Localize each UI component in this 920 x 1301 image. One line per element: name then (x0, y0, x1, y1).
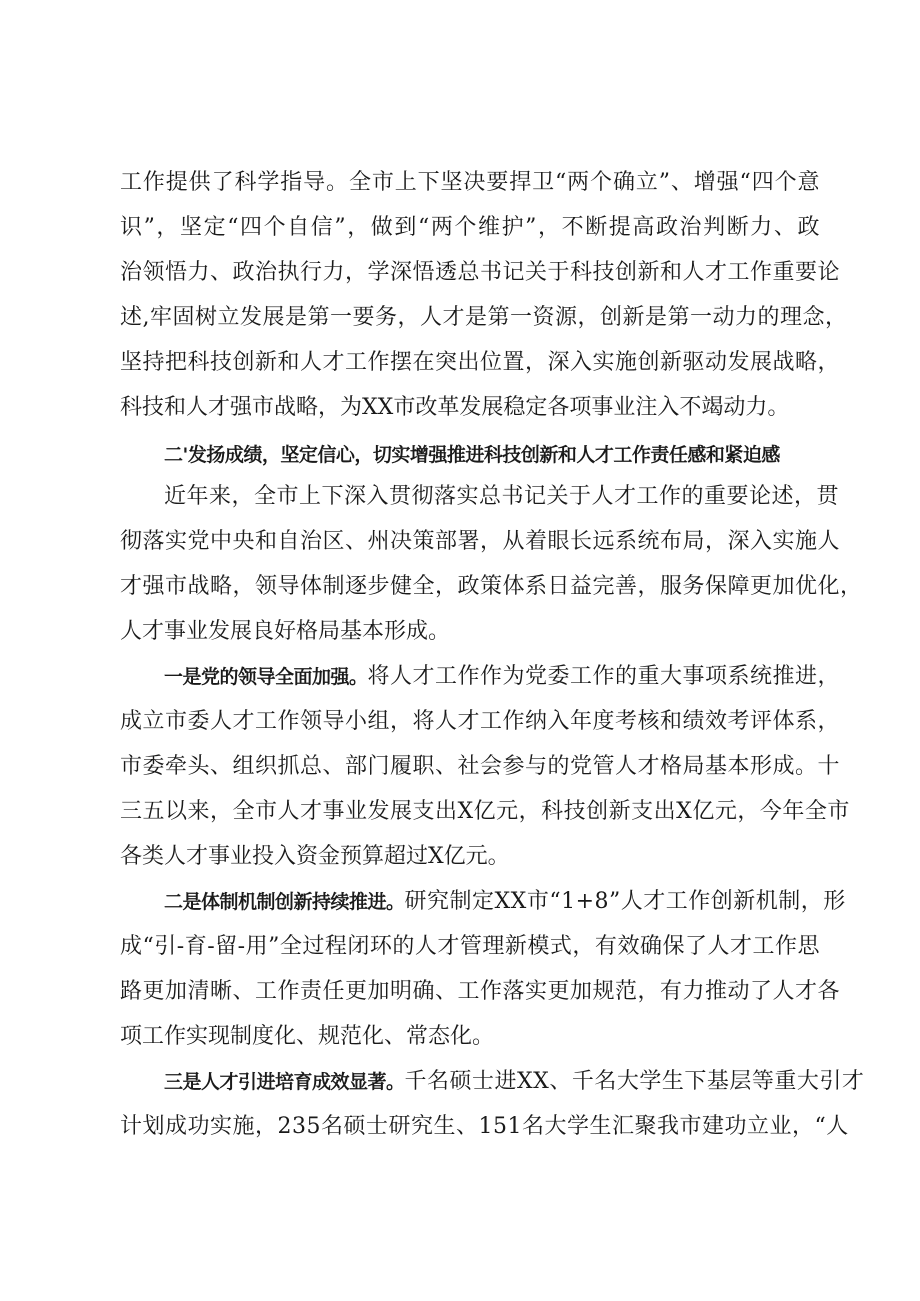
para4-lead: 二是体制机制创新持续推进。 (164, 891, 405, 913)
para2-line-2: 彻落实党中央和自治区、州决策部署，从着眼长远系统布局，深入实施人 (120, 529, 841, 554)
para1-line-3: 治领悟力、政治执行力，学深悟透总书记关于科技创新和人才工作重要论 (120, 260, 841, 285)
para5-lead: 三是人才引进培育成效显著。 (164, 1071, 405, 1093)
para5-line-2: 计划成功实施，235名硕士研究生、151名大学生汇聚我市建功立业，“人 (120, 1114, 849, 1139)
para3-lead: 一是党的领导全面加强。 (164, 666, 368, 688)
para4-line-2: 成“引-育-留-用”全过程闭环的人才管理新模式，有效确保了人才工作思 (120, 934, 820, 959)
para1-line-1: 工作提供了科学指导。全市上下坚决要捍卫“两个确立”、增强“四个意 (120, 170, 820, 195)
para1-line-2: 识”，坚定“四个自信”，做到“两个维护”，不断提高政治判断力、政 (120, 215, 820, 240)
para1-line-5: 坚持把科技创新和人才工作摆在突出位置，深入实施创新驱动发展战略， (120, 350, 841, 375)
para4-first-rest: 研究制定XX市“1+8”人才工作创新机制，形 (404, 889, 846, 914)
para2-line-3: 才强市战略，领导体制逐步健全，政策体系日益完善，服务保障更加优化， (120, 574, 863, 599)
para4-line-1 (164, 887, 846, 917)
para5-line-1 (164, 1067, 865, 1097)
para5-first-rest: 千名硕士进XX、千名大学生下基层等重大引才 (404, 1069, 865, 1094)
para1-line-4: 述,牢固树立发展是第一要务，人才是第一资源，创新是第一动力的理念， (120, 305, 848, 330)
para1-line-6: 科技和人才强市战略，为XX市改革发展稳定各项事业注入不竭动力。 (120, 395, 790, 420)
para3-line-5: 各类人才事业投入资金预算超过X亿元。 (120, 844, 510, 869)
para3-line-4: 三五以来，全市人才事业发展支出X亿元，科技创新支出X亿元，今年全市 (120, 799, 850, 824)
para2-line-1: 近年来，全市上下深入贯彻落实总书记关于人才工作的重要论述，贯 (164, 484, 840, 509)
para3-line-3: 市委牵头、组织抓总、部门履职、社会参与的党管人才格局基本形成。十 (120, 754, 841, 779)
para2-line-4: 人才事业发展良好格局基本形成。 (120, 619, 451, 644)
para4-line-4: 项工作实现制度化、规范化、常态化。 (120, 1024, 495, 1049)
para3-line-1 (164, 662, 841, 692)
para3-line-2: 成立市委人才工作领导小组，将人才工作纳入年度考核和绩效考评体系， (120, 709, 841, 734)
section-heading-2: 二'发扬成绩，坚定信心，切实增强推进科技创新和人才工作责任感和紧迫感 (164, 444, 780, 466)
para4-line-3: 路更加清晰、工作责任更加明确、工作落实更加规范，有力推动了人才各 (120, 979, 841, 1004)
para3-first-rest: 将人才工作作为党委工作的重大事项系统推进， (367, 664, 841, 689)
